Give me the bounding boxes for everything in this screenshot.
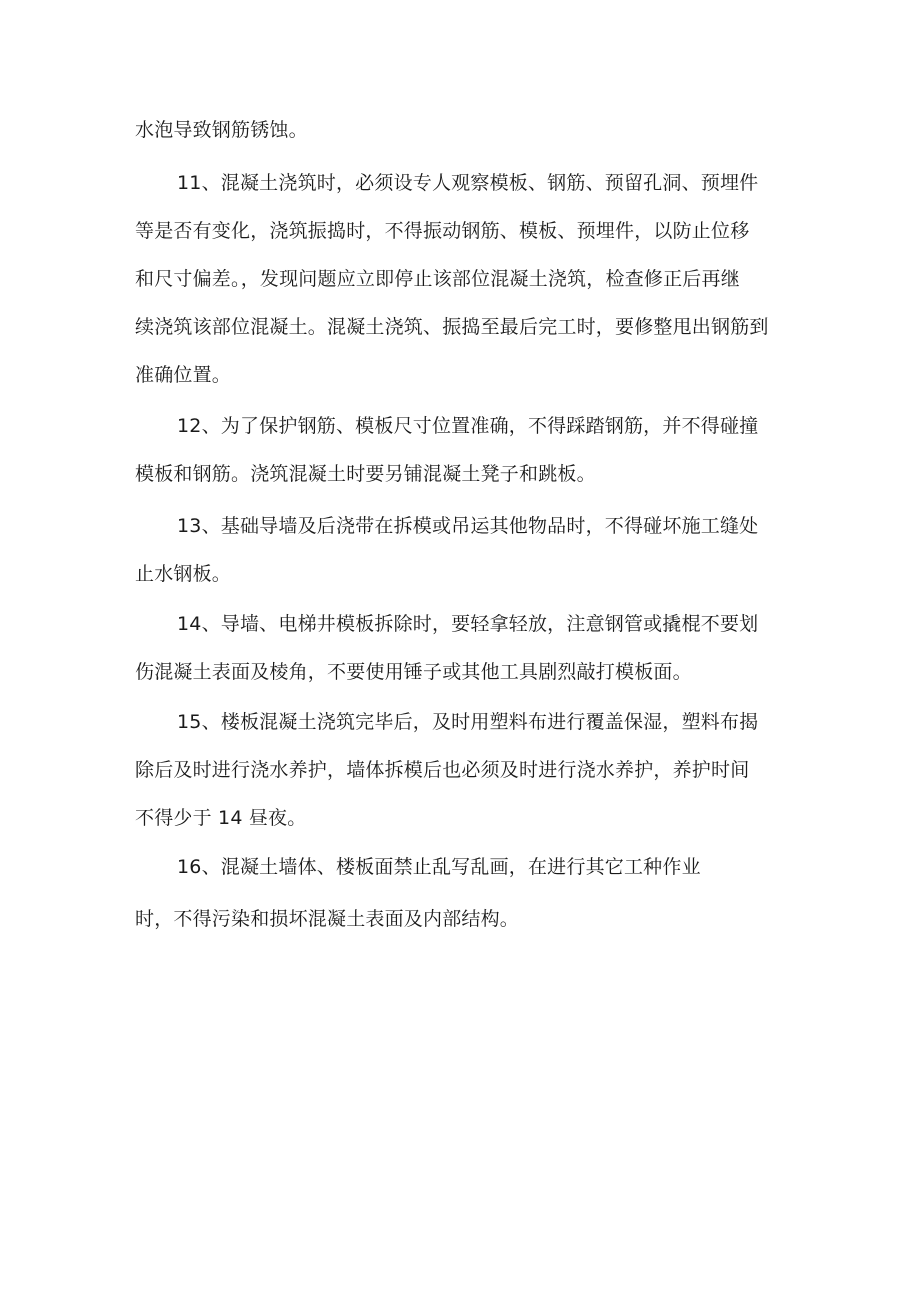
paragraph-11-line-3: 和尺寸偏差。，发现问题应立即停止该部位混凝土浇筑，检查修正后再继 xyxy=(135,268,740,290)
paragraph-11-line-5: 准确位置。 xyxy=(135,364,232,386)
paragraph-15-line-3: 不得少于 14 昼夜。 xyxy=(135,807,307,829)
paragraph-13-line-2: 止水钢板。 xyxy=(135,563,232,585)
paragraph-15-line-2: 除后及时进行浇水养护，墙体拆模后也必须及时进行浇水养护，养护时间 xyxy=(135,759,750,781)
text-line-continuation: 水泡导致钢筋锈蚀。 xyxy=(135,119,308,141)
paragraph-11-line-4: 续浇筑该部位混凝土。混凝土浇筑、振捣至最后完工时，要修整甩出钢筋到 xyxy=(135,316,769,338)
paragraph-16-line-1: 16、混凝土墙体、楼板面禁止乱写乱画，在进行其它工种作业 xyxy=(177,856,701,878)
paragraph-16-line-2: 时，不得污染和损坏混凝土表面及内部结构。 xyxy=(135,908,520,930)
paragraph-11-line-1: 11、混凝土浇筑时，必须设专人观察模板、钢筋、预留孔洞、预埋件 xyxy=(177,172,759,194)
paragraph-15-line-1: 15、楼板混凝土浇筑完毕后，及时用塑料布进行覆盖保湿，塑料布揭 xyxy=(177,711,759,733)
paragraph-14-line-1: 14、导墙、电梯井模板拆除时，要轻拿轻放，注意钢管或撬棍不要划 xyxy=(177,613,759,635)
paragraph-12-line-1: 12、为了保护钢筋、模板尺寸位置准确，不得踩踏钢筋，并不得碰撞 xyxy=(177,415,759,437)
paragraph-14-line-2: 伤混凝土表面及棱角，不要使用锤子或其他工具剧烈敲打模板面。 xyxy=(135,661,692,683)
paragraph-11-line-2: 等是否有变化，浇筑振捣时，不得振动钢筋、模板、预埋件，以防止位移 xyxy=(135,220,750,242)
paragraph-12-line-2: 模板和钢筋。浇筑混凝土时要另铺混凝土凳子和跳板。 xyxy=(135,463,596,485)
paragraph-13-line-1: 13、基础导墙及后浇带在拆模或吊运其他物品时，不得碰坏施工缝处 xyxy=(177,515,759,537)
